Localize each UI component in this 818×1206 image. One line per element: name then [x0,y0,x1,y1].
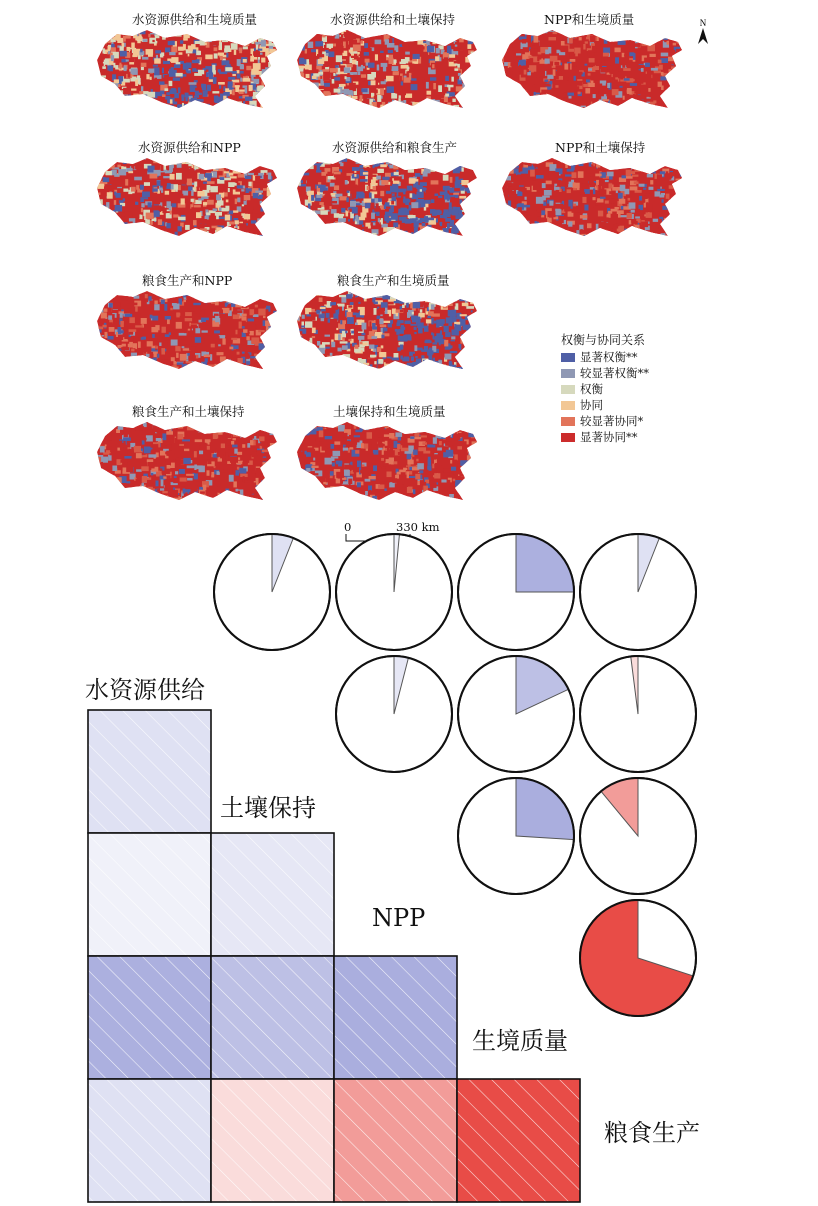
legend-label: 显著协同** [580,430,638,444]
matrix-cell-hatch [211,956,334,1079]
matrix-cell-hatch [88,710,211,833]
map-title-10: 土壤保持和生境质量 [333,404,446,419]
pie-slice [516,778,574,840]
matrix-cell-hatch [211,833,334,956]
map-title-6: NPP和土壤保持 [555,140,646,155]
legend-label: 显著权衡** [580,350,638,364]
map-title-4: 水资源供给和NPP [138,140,241,155]
matrix-label-soil-conservation: 土壤保持 [220,794,316,822]
matrix-cell-hatch [211,1079,334,1202]
scale-bar-end: 330 km [396,520,440,534]
matrix-cell-hatch [457,1079,580,1202]
map-title-9: 粮食生产和土壤保持 [132,404,245,419]
north-label: N [699,18,707,28]
map-title-1: 水资源供给和生境质量 [132,12,258,27]
map-title-5: 水资源供给和粮食生产 [332,140,458,155]
legend-label: 较显著协同* [580,414,644,428]
map-title-2: 水资源供给和土壤保持 [330,12,456,27]
map-title-8: 粮食生产和生境质量 [337,273,450,288]
matrix-cell-hatch [88,956,211,1079]
legend-label: 协同 [580,398,603,412]
map-title-3: NPP和生境质量 [544,12,635,27]
legend-title: 权衡与协同关系 [561,333,646,347]
matrix-label-habitat-quality: 生境质量 [472,1027,568,1055]
matrix-label-water-supply: 水资源供给 [85,676,205,704]
legend-label: 权衡 [580,382,603,396]
matrix-label-npp: NPP [372,904,426,932]
matrix-label-food-production: 粮食生产 [604,1119,700,1147]
matrix-cell-hatch [334,1079,457,1202]
map-title-7: 粮食生产和NPP [142,273,233,288]
matrix-cell-hatch [334,956,457,1079]
scale-bar-start: 0 [344,520,352,534]
matrix-cell-hatch [88,1079,211,1202]
legend-label: 较显著权衡** [580,366,649,380]
matrix-cell-hatch [88,833,211,956]
